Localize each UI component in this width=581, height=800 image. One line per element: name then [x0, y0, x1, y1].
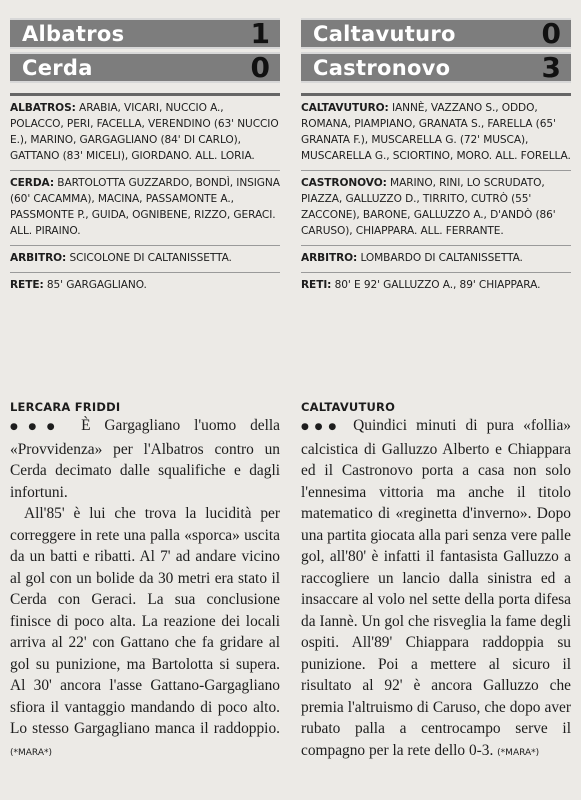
away-lineup-label: CASTRONOVO: — [301, 177, 387, 189]
away-lineup — [301, 170, 571, 245]
referee — [10, 245, 280, 272]
away-lineup-label: CERDA: — [10, 177, 54, 189]
article-dateline: CALTAVUTURO — [301, 400, 396, 414]
home-score-bar — [301, 18, 571, 49]
away-lineup — [10, 170, 280, 245]
article-signature: (*MARA*) — [10, 747, 52, 758]
home-lineup-label: CALTAVUTURO: — [301, 102, 389, 114]
away-team-name: Castronovo — [313, 55, 451, 80]
home-lineup-label: ALBATROS: — [10, 102, 76, 114]
away-team-goals: 3 — [541, 51, 561, 84]
away-score-bar — [10, 52, 280, 83]
away-lineup-text: MARINO, RINI, LO SCRUDATO, PIAZZA, GALLUZZO D., TIRRITO, CUTRÒ (55' ZACCONE), BARONE, GALLUZZO A., D'ANDÒ (86' CARUSO), CHIAPPARA. ALL. FERRANTE. — [301, 177, 556, 237]
match-albatros-cerda — [10, 0, 280, 299]
home-score-bar — [10, 18, 280, 49]
away-team-goals: 0 — [250, 51, 270, 84]
home-lineup-text: IANNÈ, VAZZANO S., ODDO, ROMANA, PIAMPIANO, GRANATA S., FARELLA (65' GRANATA F.), MUSCARELLA G. (72' MUSCA), MUSCARELLA G., SCIORTINO, MORO. ALL. FORELLA. — [301, 102, 571, 162]
home-lineup — [301, 93, 571, 170]
home-team-name: Caltavuturo — [313, 21, 456, 46]
referee-label: ARBITRO: — [301, 252, 358, 264]
article-paragraph — [301, 415, 571, 764]
article-lercara-friddi — [10, 400, 280, 764]
home-team-goals: 1 — [250, 17, 270, 50]
article-lead: È Gargagliano l'uomo della «Provvidenza» per l'Albatros contro un Cerda decimato dalle squalifiche e dagli infortuni. — [10, 417, 280, 501]
goals-label: RETE: — [10, 279, 44, 291]
goals-label: RETI: — [301, 279, 332, 291]
referee-text: SCICOLONE DI CALTANISSETTA. — [69, 252, 232, 264]
article-body: Quindici minuti di pura «follia» calcistica di Galluzzo Alberto e Chiappara ed il Castronovo porta a casa non solo l'ennesima vittoria ma anche il titolo matematico di «reginetta d'inverno». Dopo una partita giocata alla pari senza vere palle gol, all'80' è infatti il fantasista Galluzzo a raccogliere un lancio dalla sinistra ed a insaccare al volo nel sette della porta difesa da Iannè. Un gol che risveglia la fame degli ospiti. All'89' Chiappara raddoppia su punizione. Poi a mettere al sicuro il risultato al 92' è ancora Galluzzo che premia l'altruismo di Caruso, che dopo aver rubato palla a centrocampo serve il compagno per la rete dello 0-3. — [301, 417, 571, 759]
bullet-dots: ●●● — [301, 422, 342, 432]
away-lineup-text: BARTOLOTTA GUZZARDO, BONDÌ, INSIGNA (60' CACAMMA), MACINA, PASSAMONTE A., PASSMONTE P., GUIDA, OGNIBENE, RIZZO, GERACI. ALL. PIRAINO. — [10, 177, 280, 237]
match-caltavuturo-castronovo — [301, 0, 571, 299]
goals-text: 85' GARGAGLIANO. — [46, 279, 147, 291]
article-paragraph — [10, 503, 280, 764]
article-dateline: LERCARA FRIDDI — [10, 400, 121, 414]
article-paragraph — [10, 415, 280, 503]
home-team-name: Albatros — [22, 21, 125, 46]
away-score-bar — [301, 52, 571, 83]
article-signature: (*MARA*) — [497, 747, 540, 758]
referee-label: ARBITRO: — [10, 252, 67, 264]
goalscorers — [10, 272, 280, 299]
referee-text: LOMBARDO DI CALTANISSETTA. — [360, 252, 523, 264]
away-team-name: Cerda — [22, 55, 93, 80]
bullet-dots: ●●● — [10, 422, 66, 432]
home-lineup — [10, 93, 280, 170]
article-body: All'85' è lui che trova la lucidità per correggere in rete una palla «sporca» uscita da un batti e ribatti. Al 7' ad andare vicino al gol con un bolide da 30 metri era stato il Cerda con Geraci. La sua conclusione finisce di poco alta. La reazione dei locali arriva al 22' con Gattano che fa gridare al gol su punizione, ma Bartolotta si supera. Al 30' ancora l'asse Gattano-Gargagliano sfiora il vantaggio mandando di poco alto. Lo stesso Gargagliano manca il raddoppio. — [10, 505, 280, 737]
home-team-goals: 0 — [541, 17, 561, 50]
goalscorers — [301, 272, 571, 299]
goals-text: 80' E 92' GALLUZZO A., 89' CHIAPPARA. — [334, 279, 541, 291]
home-lineup-text: ARABIA, VICARI, NUCCIO A., POLACCO, PERI, FACELLA, VERENDINO (63' NUCCIO E.), MARINO, GARGAGLIANO (84' DI CARLO), GATTANO (83' MICELI), GIORDANO. ALL. LORIA. — [10, 102, 279, 162]
article-caltavuturo — [301, 400, 571, 764]
referee — [301, 245, 571, 272]
